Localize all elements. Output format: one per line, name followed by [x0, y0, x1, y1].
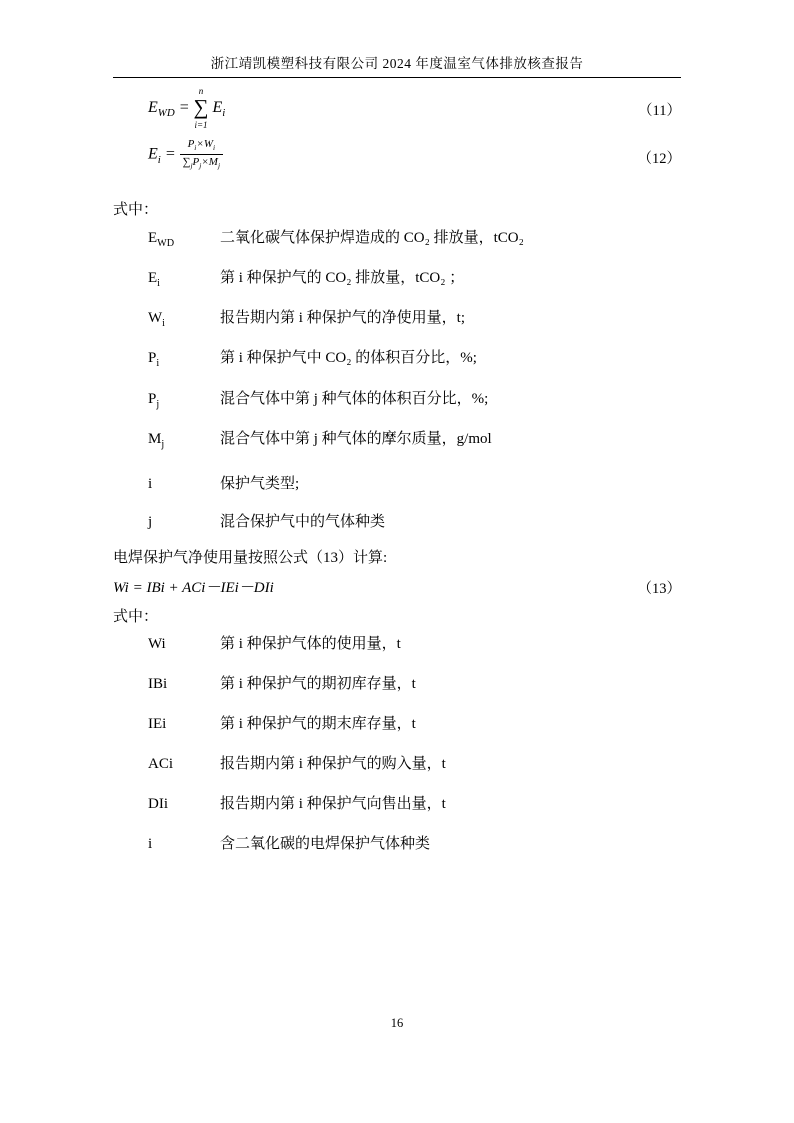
definition-symbol: ACi [148, 756, 174, 773]
num-w-sub: i [212, 143, 216, 153]
den-m: M [208, 155, 218, 168]
document-body [113, 86, 681, 874]
definition-description: 二氧化碳气体保护焊造成的 CO₂ 排放量，tCO₂ [220, 229, 524, 246]
symbol-base: W [148, 310, 163, 327]
den-p: P [192, 155, 200, 168]
sigma-glyph: ∑ [193, 95, 209, 119]
page-number: 16 [390, 1016, 404, 1030]
den-sigma: ∑ [182, 155, 191, 168]
num-times: × [196, 138, 204, 150]
equation-13-formula: Wi = IBi + ACi－IEi－DIi [113, 579, 274, 596]
definition-row [113, 634, 681, 655]
definition-symbol [113, 268, 220, 291]
equation-13 [113, 576, 681, 600]
where-label-1: 式中： [113, 202, 159, 218]
definition-symbol [113, 228, 220, 251]
symbol-sub: j [161, 438, 165, 450]
sum-upper-limit: n [198, 86, 204, 96]
paragraph-eq13-intro: 电焊保护气净使用量按照公式（13）计算: [113, 550, 388, 567]
eq11-term-sub: i [222, 107, 226, 120]
definition-row [113, 348, 681, 371]
definition-description: 混合保护气中的气体种类 [220, 514, 386, 531]
where-label-2: 式中： [113, 608, 159, 625]
definition-symbol [113, 512, 220, 533]
equation-11 [113, 86, 681, 130]
definition-row [113, 794, 681, 815]
symbol-base: P [148, 390, 157, 407]
num-w: W [203, 138, 213, 150]
definition-description: 报告期内第 i 种保护气的购入量，t [220, 756, 446, 773]
definition-description: 第 i 种保护气的期末库存量，t [220, 716, 416, 733]
definition-symbol [113, 348, 220, 371]
num-p: P [187, 138, 195, 150]
definition-description: 第 i 种保护气体的使用量，t [220, 636, 401, 653]
definition-symbol [113, 389, 220, 412]
symbol-base: E [148, 229, 158, 246]
definition-row [113, 834, 681, 855]
equation-11-formula [148, 86, 226, 130]
den-p-sub: j [199, 160, 202, 170]
symbol-base: j [148, 514, 153, 531]
symbol-sub: i [162, 318, 166, 330]
eq11-equals: = [178, 99, 190, 116]
definition-description: 混合气体中第 j 种气体的体积百分比，%; [220, 390, 489, 407]
equation-12 [113, 133, 681, 177]
eq11-term: E [212, 99, 223, 116]
definition-description: 混合气体中第 j 种气体的摩尔质量，g/mol [220, 430, 492, 447]
definition-list-2 [113, 634, 681, 855]
definition-row [113, 228, 681, 251]
definition-row [113, 474, 681, 495]
fraction-numerator [180, 138, 223, 155]
definition-row [113, 268, 681, 291]
definition-row [113, 389, 681, 412]
symbol-base: P [148, 350, 157, 367]
fraction-denominator [180, 155, 223, 171]
den-m-sub: j [217, 160, 221, 170]
eq12-lhs-sub: i [157, 153, 161, 166]
definition-description: 第 i 种保护气中 CO₂ 的体积百分比，%; [220, 350, 477, 367]
equation-13-number: （13） [637, 580, 681, 597]
definition-symbol: DIi [148, 796, 168, 813]
page-header: 浙江靖凯模塑科技有限公司 2024 年度温室气体排放核查报告 [210, 56, 584, 71]
definition-symbol: IEi [148, 716, 167, 733]
definition-row [113, 429, 681, 452]
symbol-sub: i [156, 358, 160, 370]
definition-symbol [113, 474, 220, 495]
definition-description: 第 i 种保护气的期初库存量，t [220, 676, 416, 693]
definition-description: 含二氧化碳的电焊保护气体种类 [220, 836, 431, 853]
definition-row [113, 512, 681, 533]
header-divider [113, 77, 681, 78]
symbol-base: E [148, 269, 158, 286]
summation-symbol [193, 86, 209, 130]
definition-row [113, 674, 681, 695]
definition-symbol: IBi [148, 676, 168, 693]
eq11-lhs-sub: WD [157, 107, 175, 120]
eq12-lhs: E [148, 145, 158, 163]
symbol-sub: i [157, 277, 161, 289]
equation-12-fraction [180, 138, 223, 170]
definition-row [113, 754, 681, 775]
definition-row [113, 308, 681, 331]
definition-symbol: Wi [148, 636, 166, 653]
eq12-equals: = [164, 145, 176, 163]
definition-description: 保护气类型; [220, 476, 300, 493]
equation-11-number: （11） [638, 103, 681, 119]
definition-symbol: i [148, 836, 153, 853]
definition-description: 报告期内第 i 种保护气向售出量，t [220, 796, 446, 813]
equation-12-number: （12） [637, 151, 681, 167]
symbol-sub: WD [157, 237, 175, 249]
definition-description: 第 i 种保护气的 CO₂ 排放量，tCO₂ ； [220, 269, 465, 286]
definition-list-1 [113, 228, 681, 534]
den-sigma-sub: j [190, 160, 193, 170]
eq11-lhs: E [148, 99, 158, 116]
definition-description: 报告期内第 i 种保护气的净使用量，t; [220, 310, 466, 327]
equation-12-formula [148, 139, 223, 171]
definition-symbol [113, 429, 220, 452]
definition-symbol [113, 308, 220, 331]
den-times: × [201, 155, 209, 168]
definition-row [113, 714, 681, 735]
sum-lower-limit: i=1 [194, 120, 208, 130]
num-p-sub: i [194, 143, 197, 153]
symbol-base: M [148, 430, 162, 447]
symbol-sub: j [156, 398, 160, 410]
symbol-base: i [148, 476, 153, 493]
